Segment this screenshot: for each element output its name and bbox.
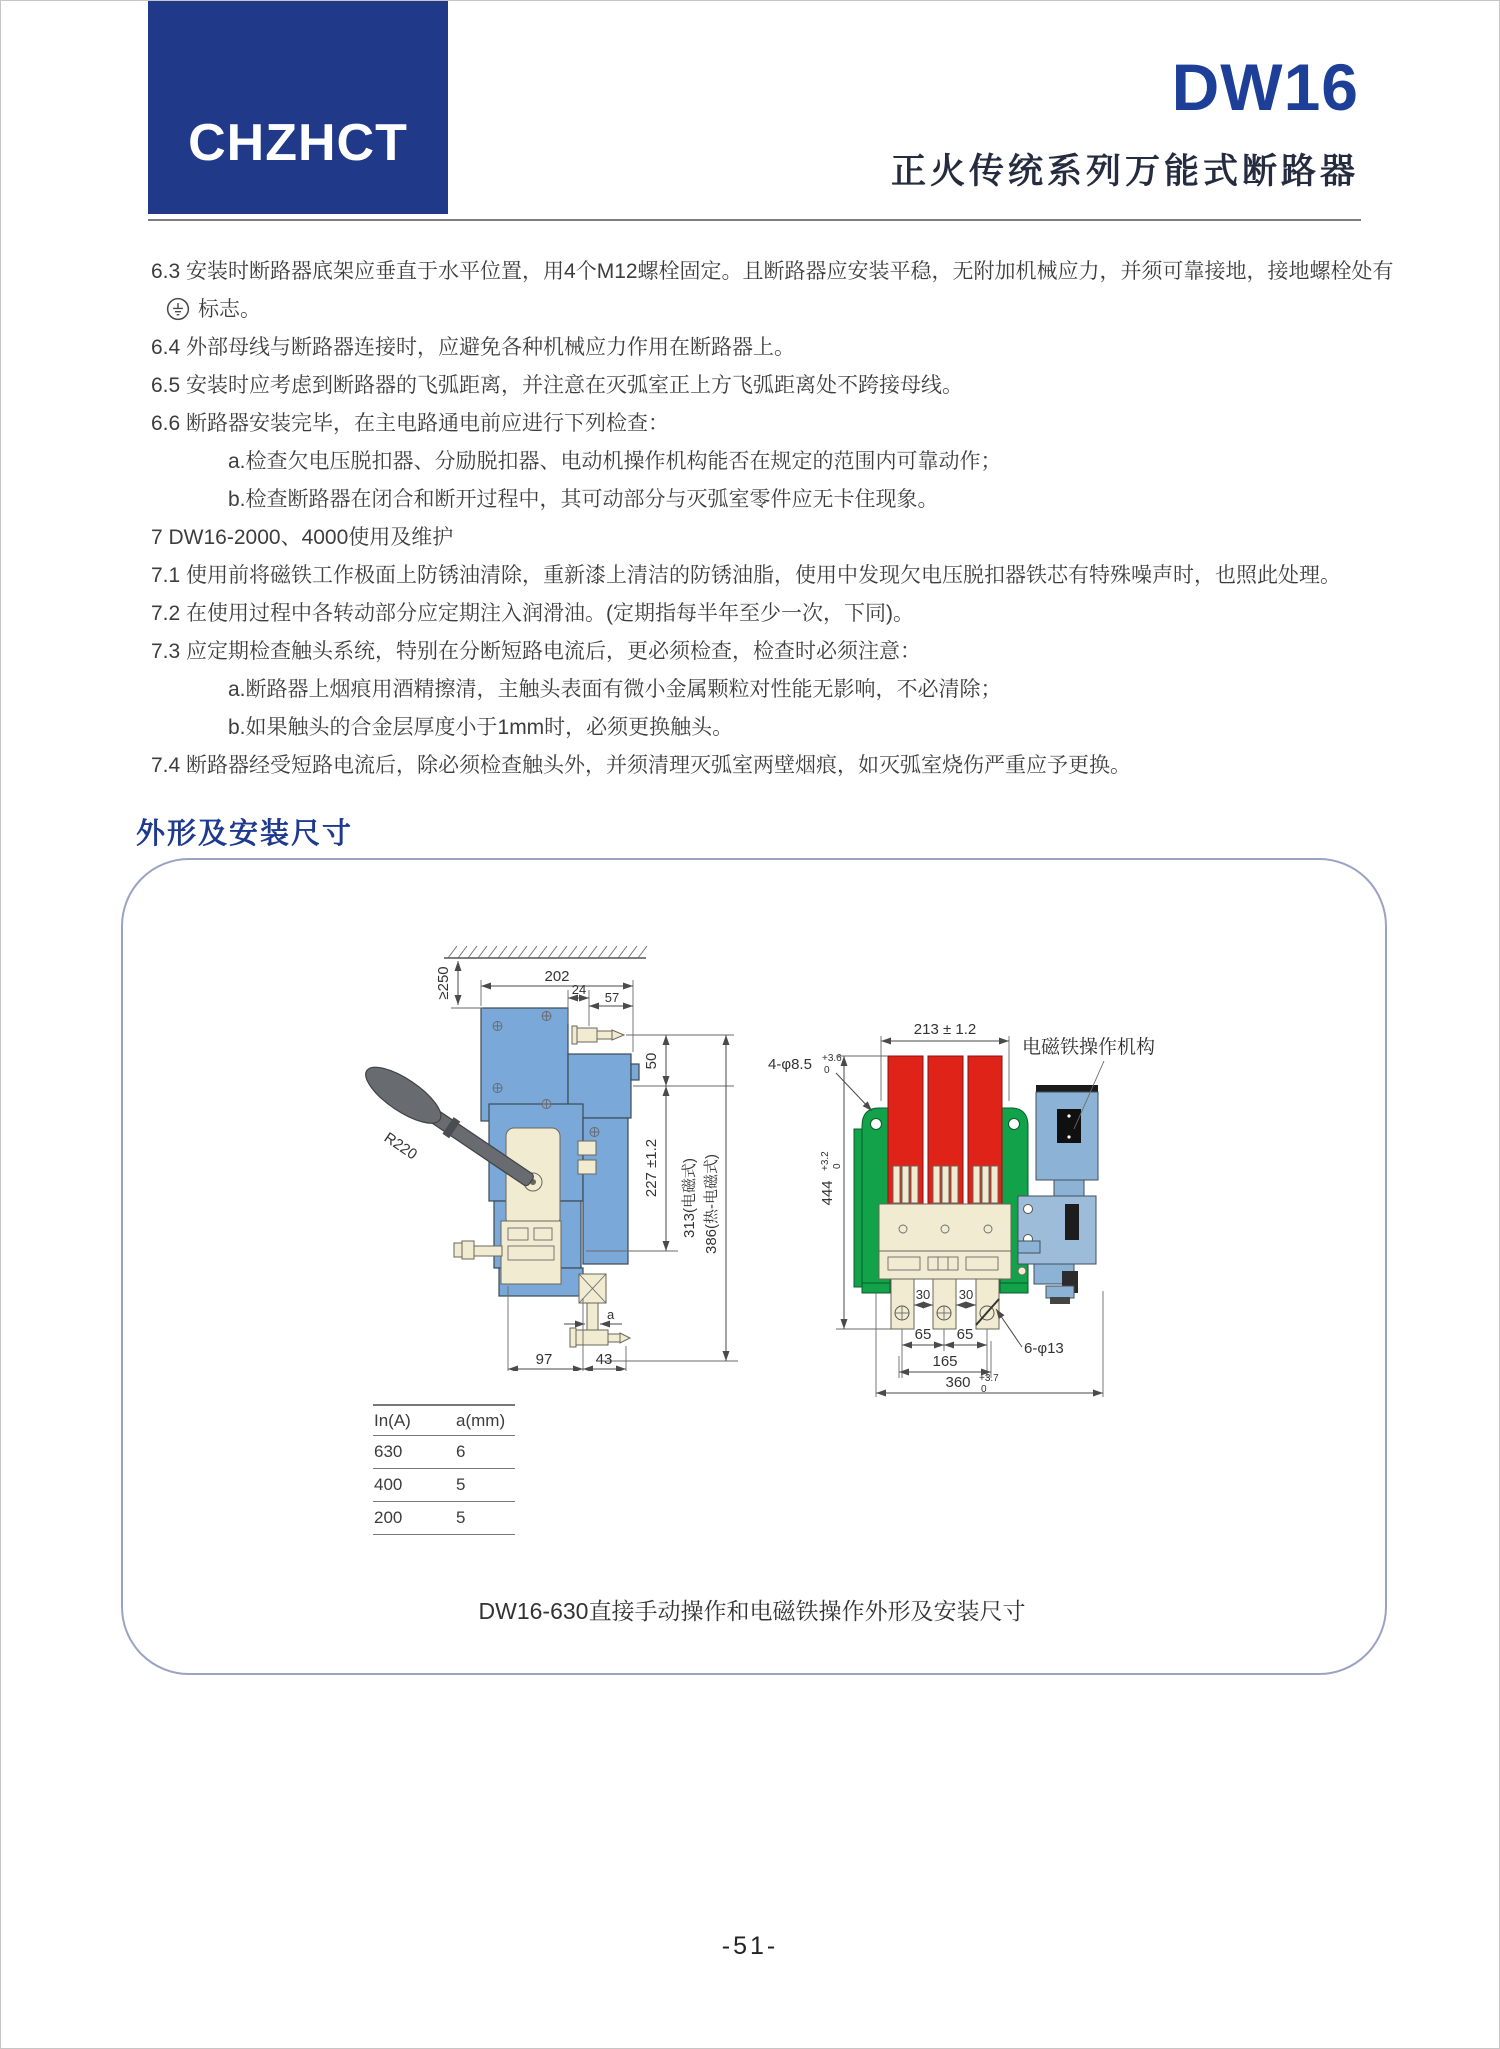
contact-fingers (893, 1166, 998, 1203)
table-cell: 200 (374, 1508, 403, 1527)
dim-label-holes4-tol-dn: 0 (824, 1065, 830, 1076)
body-paragraph: a.检查欠电压脱扣器、分励脱扣器、电动机操作机构能否在规定的范围内可靠动作； (228, 450, 1002, 473)
arc-chutes (888, 1056, 1002, 1204)
dim-label-57: 57 (604, 990, 620, 1005)
dim-label-30b: 30 (958, 1287, 974, 1302)
dim-label-24: 24 (571, 982, 587, 997)
header-divider (148, 219, 1361, 221)
spec-table (373, 1404, 515, 1535)
dim-label-165: 165 (932, 1353, 958, 1370)
body-paragraph: 6.6 断路器安装完毕，在主电路通电前应进行下列检查： (151, 412, 670, 435)
dim-label-65b: 65 (956, 1326, 974, 1343)
dim-label-holes6: 6-φ13 (1024, 1340, 1064, 1357)
body-paragraph: b.如果触头的合金层厚度小于1mm时，必须更换触头。 (228, 716, 734, 739)
body-paragraph: 标志。 (166, 291, 1431, 329)
dim-label-65a: 65 (914, 1326, 932, 1343)
bottom-terminal-stud (570, 1303, 630, 1347)
table-row (373, 1469, 515, 1502)
breaker-front-view-drawing (766, 941, 1236, 1401)
earth-ground-icon (166, 296, 190, 320)
dim-label-444-tol-dn: 0 (832, 1163, 843, 1169)
spec-table-body (373, 1436, 515, 1535)
dim-label-444-tol-up: +3.2 (820, 1151, 831, 1171)
dim-label-r220: R220 (380, 1129, 421, 1164)
body-paragraph: 7.2 在使用过程中各转动部分应定期注入润滑油。(定期指每半年至少一次，下同)。 (151, 602, 915, 625)
dim-label-360: 360 (945, 1374, 971, 1391)
body-paragraphs (151, 253, 1431, 785)
body-paragraph: 7.1 使用前将磁铁工作极面上防锈油清除，重新漆上清洁的防锈油脂，使用中发现欠电压脱扣器铁芯有特殊噪声时，也照此处理。 (151, 564, 1342, 587)
dim-label-444: 444 (819, 1180, 836, 1206)
breaker-side-view-drawing (286, 936, 746, 1371)
dim-label-360-tol-dn: 0 (981, 1384, 987, 1395)
electromagnet-label: 电磁铁操作机构 (1022, 1037, 1156, 1058)
table-cell: 5 (456, 1508, 466, 1527)
table-cell: 400 (374, 1475, 403, 1494)
spec-table-header: In(A) (374, 1410, 411, 1430)
table-row (373, 1502, 515, 1535)
dim-label-min-clearance: ≥250 (435, 966, 452, 1000)
body-paragraph: 7.3 应定期检查触头系统，特别在分断短路电流后，更必须检查，检查时必须注意： (151, 640, 922, 663)
body-paragraph: b.检查断路器在闭合和断开过程中，其可动部分与灭弧室零件应无卡住现象。 (228, 488, 939, 511)
table-cell: 630 (374, 1442, 403, 1461)
terminal-base (879, 1204, 1011, 1329)
body-paragraph: 7 DW16-2000、4000使用及维护 (151, 526, 454, 549)
dim-label-43: 43 (595, 1351, 613, 1368)
brand-logo (148, 1, 448, 214)
brand-logo-text: CHZHCT (188, 114, 408, 172)
body-paragraph: a.断路器上烟痕用酒精擦清，主触头表面有微小金属颗粒对性能无影响，不必清除； (228, 678, 1002, 701)
dim-label-50: 50 (643, 1052, 660, 1070)
dim-label-360-tol-up: +3.7 (979, 1373, 999, 1384)
dim-label-386: 386(热-电磁式) (703, 1153, 720, 1255)
spec-table-header: a(mm) (456, 1410, 506, 1430)
body-paragraph: 6.4 外部母线与断路器连接时，应避免各种机械应力作用在断路器上。 (151, 336, 796, 359)
table-cell: 6 (456, 1442, 466, 1461)
product-model-title: DW16 (1171, 50, 1359, 124)
body-paragraph: 6.3 安装时断路器底架应垂直于水平位置，用4个M12螺栓固定。且断路器应安装平稳，无附加机械应力，并须可靠接地，接地螺栓处有 (151, 260, 1394, 283)
dim-label-a: a (607, 1307, 615, 1322)
body-paragraph: 6.5 安装时应考虑到断路器的飞弧距离，并注意在灭弧室正上方飞弧距离处不跨接母线。 (151, 374, 964, 397)
electromagnet-mechanism (1018, 1085, 1098, 1304)
dim-label-holes4-tol-up: +3.6 (822, 1053, 842, 1064)
table-row (373, 1436, 515, 1469)
table-cell: 5 (456, 1475, 466, 1494)
dim-label-213: 213 ± 1.2 (913, 1021, 977, 1038)
dim-label-holes4: 4-φ8.5 (768, 1056, 812, 1073)
product-series-subtitle: 正火传统系列万能式断路器 (890, 152, 1359, 191)
top-terminal-stud (572, 1026, 624, 1044)
dim-label-30a: 30 (915, 1287, 931, 1302)
dim-label-97: 97 (535, 1351, 553, 1368)
body-paragraph: 7.4 断路器经受短路电流后，除必须检查触头外，并须清理灭弧室两壁烟痕，如灭弧室烧伤严重应予更换。 (151, 754, 1132, 777)
dim-label-313: 313(电磁式) (681, 1157, 698, 1239)
ceiling-hatch (444, 946, 647, 958)
page-number: -51- (721, 1932, 779, 1960)
dim-label-202: 202 (544, 968, 570, 985)
spec-table-head-row (373, 1405, 515, 1436)
section-title: 外形及安装尺寸 (136, 818, 354, 850)
dim-label-227: 227 ±1.2 (643, 1138, 660, 1198)
figure-caption: DW16-630直接手动操作和电磁铁操作外形及安装尺寸 (478, 1598, 1026, 1624)
